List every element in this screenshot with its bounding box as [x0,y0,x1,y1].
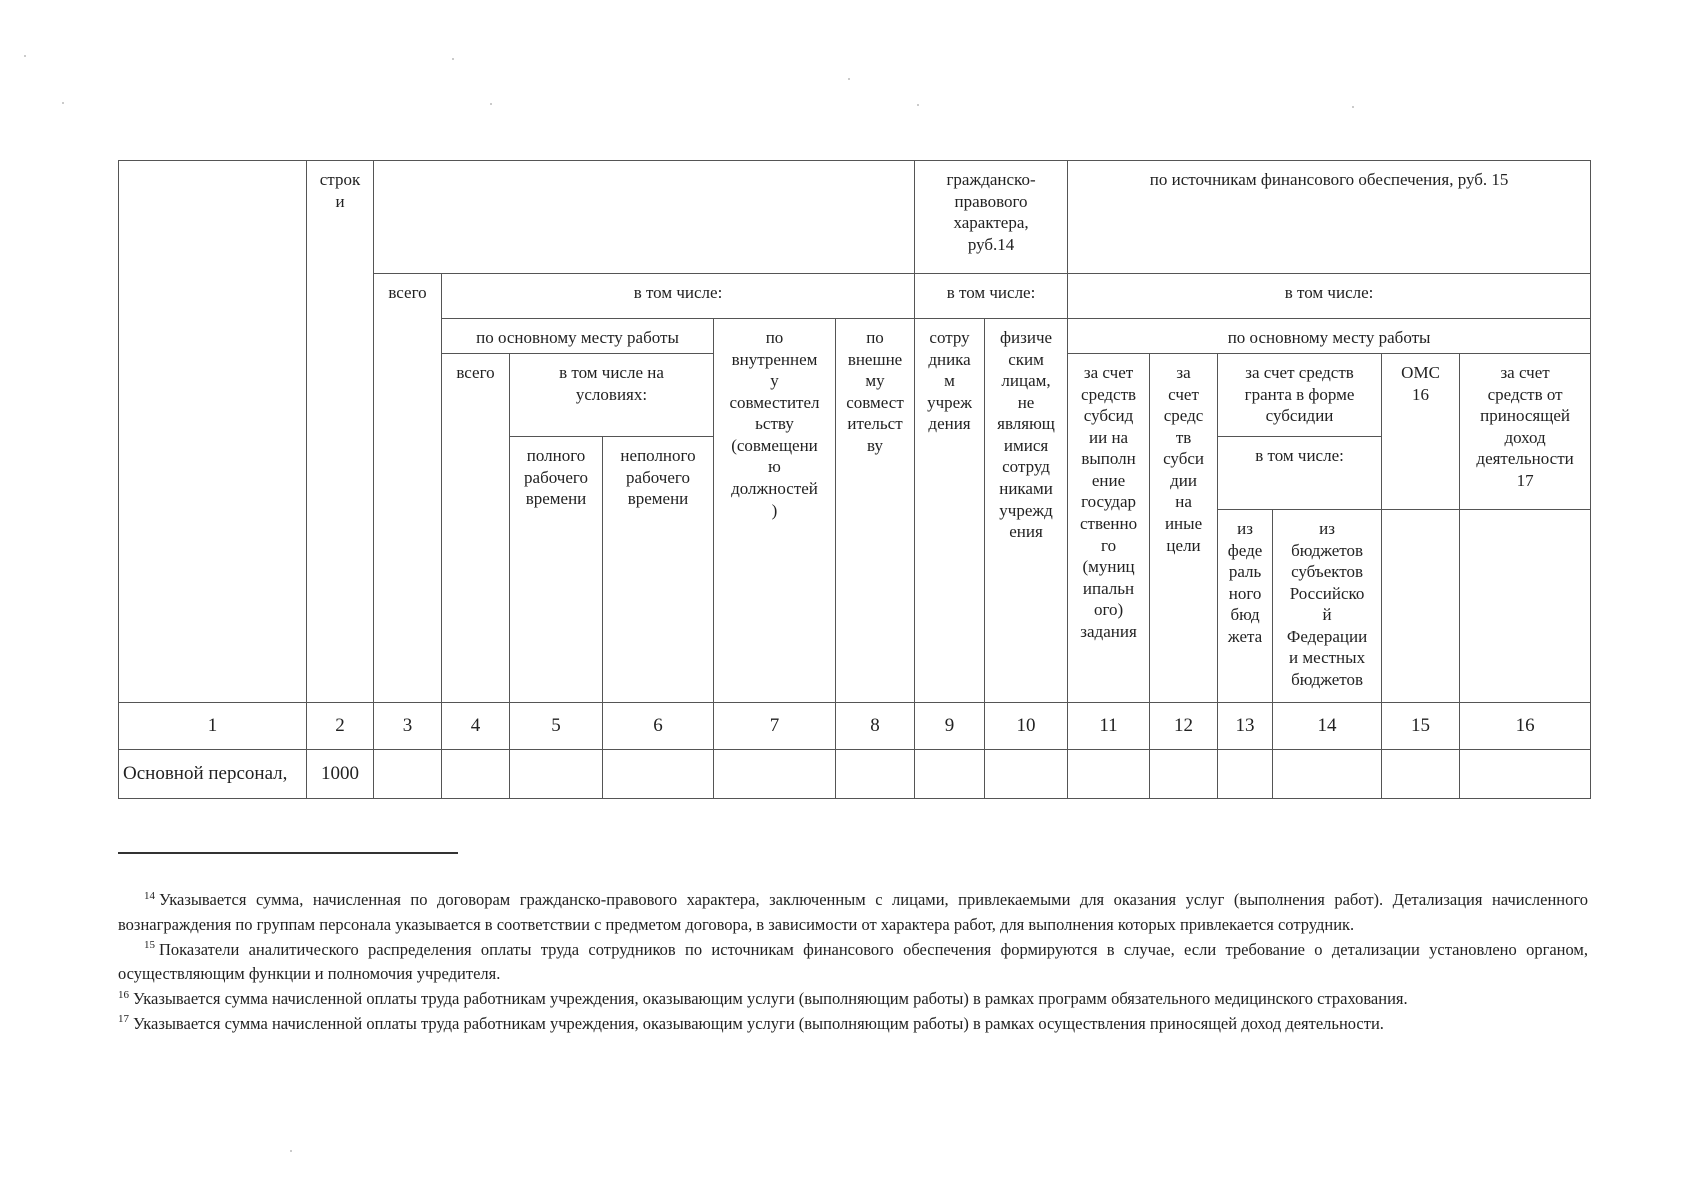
table-cell [1150,750,1218,799]
footnote-mark: 15 [144,939,155,951]
table-row [119,750,1591,799]
header-including-contract: в том числе: [915,274,1068,319]
header-full-time: полного рабочего времени [510,437,603,703]
column-number: 13 [1218,703,1273,750]
header-civil-contract: гражданско- правового характера, руб.14 [915,161,1068,274]
table-cell [1460,750,1591,799]
table-cell [374,750,442,799]
column-number: 8 [836,703,915,750]
header-indicator-name [119,161,307,703]
table-cell [1382,750,1460,799]
header-grant-including: в том числе: [1218,437,1382,510]
column-number: 15 [1382,703,1460,750]
header-to-employees: сотру дника м учреж дения [915,319,985,703]
staff-pay-table [118,160,1591,799]
header-including-staff: в том числе: [442,274,915,319]
column-number: 16 [1460,703,1591,750]
table-cell [714,750,836,799]
footnote-text: Указывается сумма начисленной оплаты труда работникам учреждения, оказывающим услуги (выполняющим работы) в рамках осуществления приносящей доход деятельности. [133,1013,1384,1033]
header-staff-pay-blank [374,161,915,274]
header-regional-budgets: из бюджетов субъектов Российско й Федерации и местных бюджетов [1273,510,1382,703]
footnote-text: Показатели аналитического распределения оплаты труда сотрудников по источникам финансового обеспечения формируются в случае, если требование о детализации установлено органом, осуществляющим функции и полномочия учредителя. [118,939,1588,984]
row-code: 1000 [307,750,374,799]
header-to-individuals: физиче ским лицам, не являющ имися сотруд никами учрежд ения [985,319,1068,703]
column-number: 3 [374,703,442,750]
column-number: 6 [603,703,714,750]
footnote-16 [118,987,1588,1012]
table-cell [836,750,915,799]
header-income-activity: за счет средств от приносящей доход деятельности 17 [1460,354,1591,510]
footnote-17 [118,1012,1588,1037]
footnote-15 [118,938,1588,988]
footnote-text: Указывается сумма начисленной оплаты труда работникам учреждения, оказывающим услуги (выполняющим работы) в рамках программ обязательного медицинского страхования. [133,989,1408,1008]
header-external-part-time: по внешне му совмест ительст ву [836,319,915,703]
table-cell [1218,750,1273,799]
table-cell [603,750,714,799]
header-oms: ОМС 16 [1382,354,1460,510]
header-main-workplace-sources: по основному месту работы [1068,319,1591,354]
header-subsidy-state-task: за счет средств субсид ии на выполн ение государ ственно го (муниц ипальн ого) задания [1068,354,1150,703]
table-cell [1068,750,1150,799]
header-grant-subsidy: за счет средств гранта в форме субсидии [1218,354,1382,437]
header-oms-blank [1382,510,1460,703]
footnote-text: Указывается сумма, начисленная по договорам гражданско-правового характера, заключенным с лицами, привлекаемыми для оказания услуг (выполнения работ). Детализация начисленного вознаграждения по группам персонала указывается в соответствии с предметом договора, в зависимости от характера работ, для выполнения которых привлекается сотрудник. [118,890,1588,934]
row-name: Основной персонал, [119,750,307,799]
column-number: 7 [714,703,836,750]
table-cell [1273,750,1382,799]
header-including-sources: в том числе: [1068,274,1591,319]
footnote-14 [118,888,1588,938]
header-funding-sources: по источникам финансового обеспечения, руб. 15 [1068,161,1591,274]
header-subsidy-other: за счет средс тв субси дии на иные цели [1150,354,1218,703]
footnote-mark: 14 [144,889,155,902]
column-number: 5 [510,703,603,750]
column-number: 9 [915,703,985,750]
header-line-code: строк и [307,161,374,703]
column-number: 12 [1150,703,1218,750]
header-total: всего [374,274,442,703]
scan-speck [290,1150,292,1152]
header-part-time: неполного рабочего времени [603,437,714,703]
scan-speck [490,103,492,105]
header-income-blank [1460,510,1591,703]
column-numbers-row [119,703,1591,750]
scan-speck [24,55,26,57]
column-number: 10 [985,703,1068,750]
header-main-workplace: по основному месту работы [442,319,714,354]
table-cell [442,750,510,799]
column-number: 11 [1068,703,1150,750]
footnote-mark: 16 [118,988,129,1001]
column-number: 4 [442,703,510,750]
scan-speck [848,78,850,80]
column-number: 2 [307,703,374,750]
column-number: 1 [119,703,307,750]
scan-speck [452,58,454,60]
scan-speck [1352,106,1354,108]
footnote-mark: 17 [118,1013,129,1026]
scan-speck [917,104,919,106]
header-main-total: всего [442,354,510,703]
table-cell [510,750,603,799]
footnote-separator [118,852,458,854]
column-number: 14 [1273,703,1382,750]
footnotes [118,888,1588,1037]
scan-speck [62,102,64,104]
header-federal-budget: из феде раль ного бюд жета [1218,510,1273,703]
table-cell [915,750,985,799]
header-including-conditions: в том числе на условиях: [510,354,714,437]
header-internal-part-time: по внутреннем у совместител ьству (совмещени ю должностей ) [714,319,836,703]
table-cell [985,750,1068,799]
